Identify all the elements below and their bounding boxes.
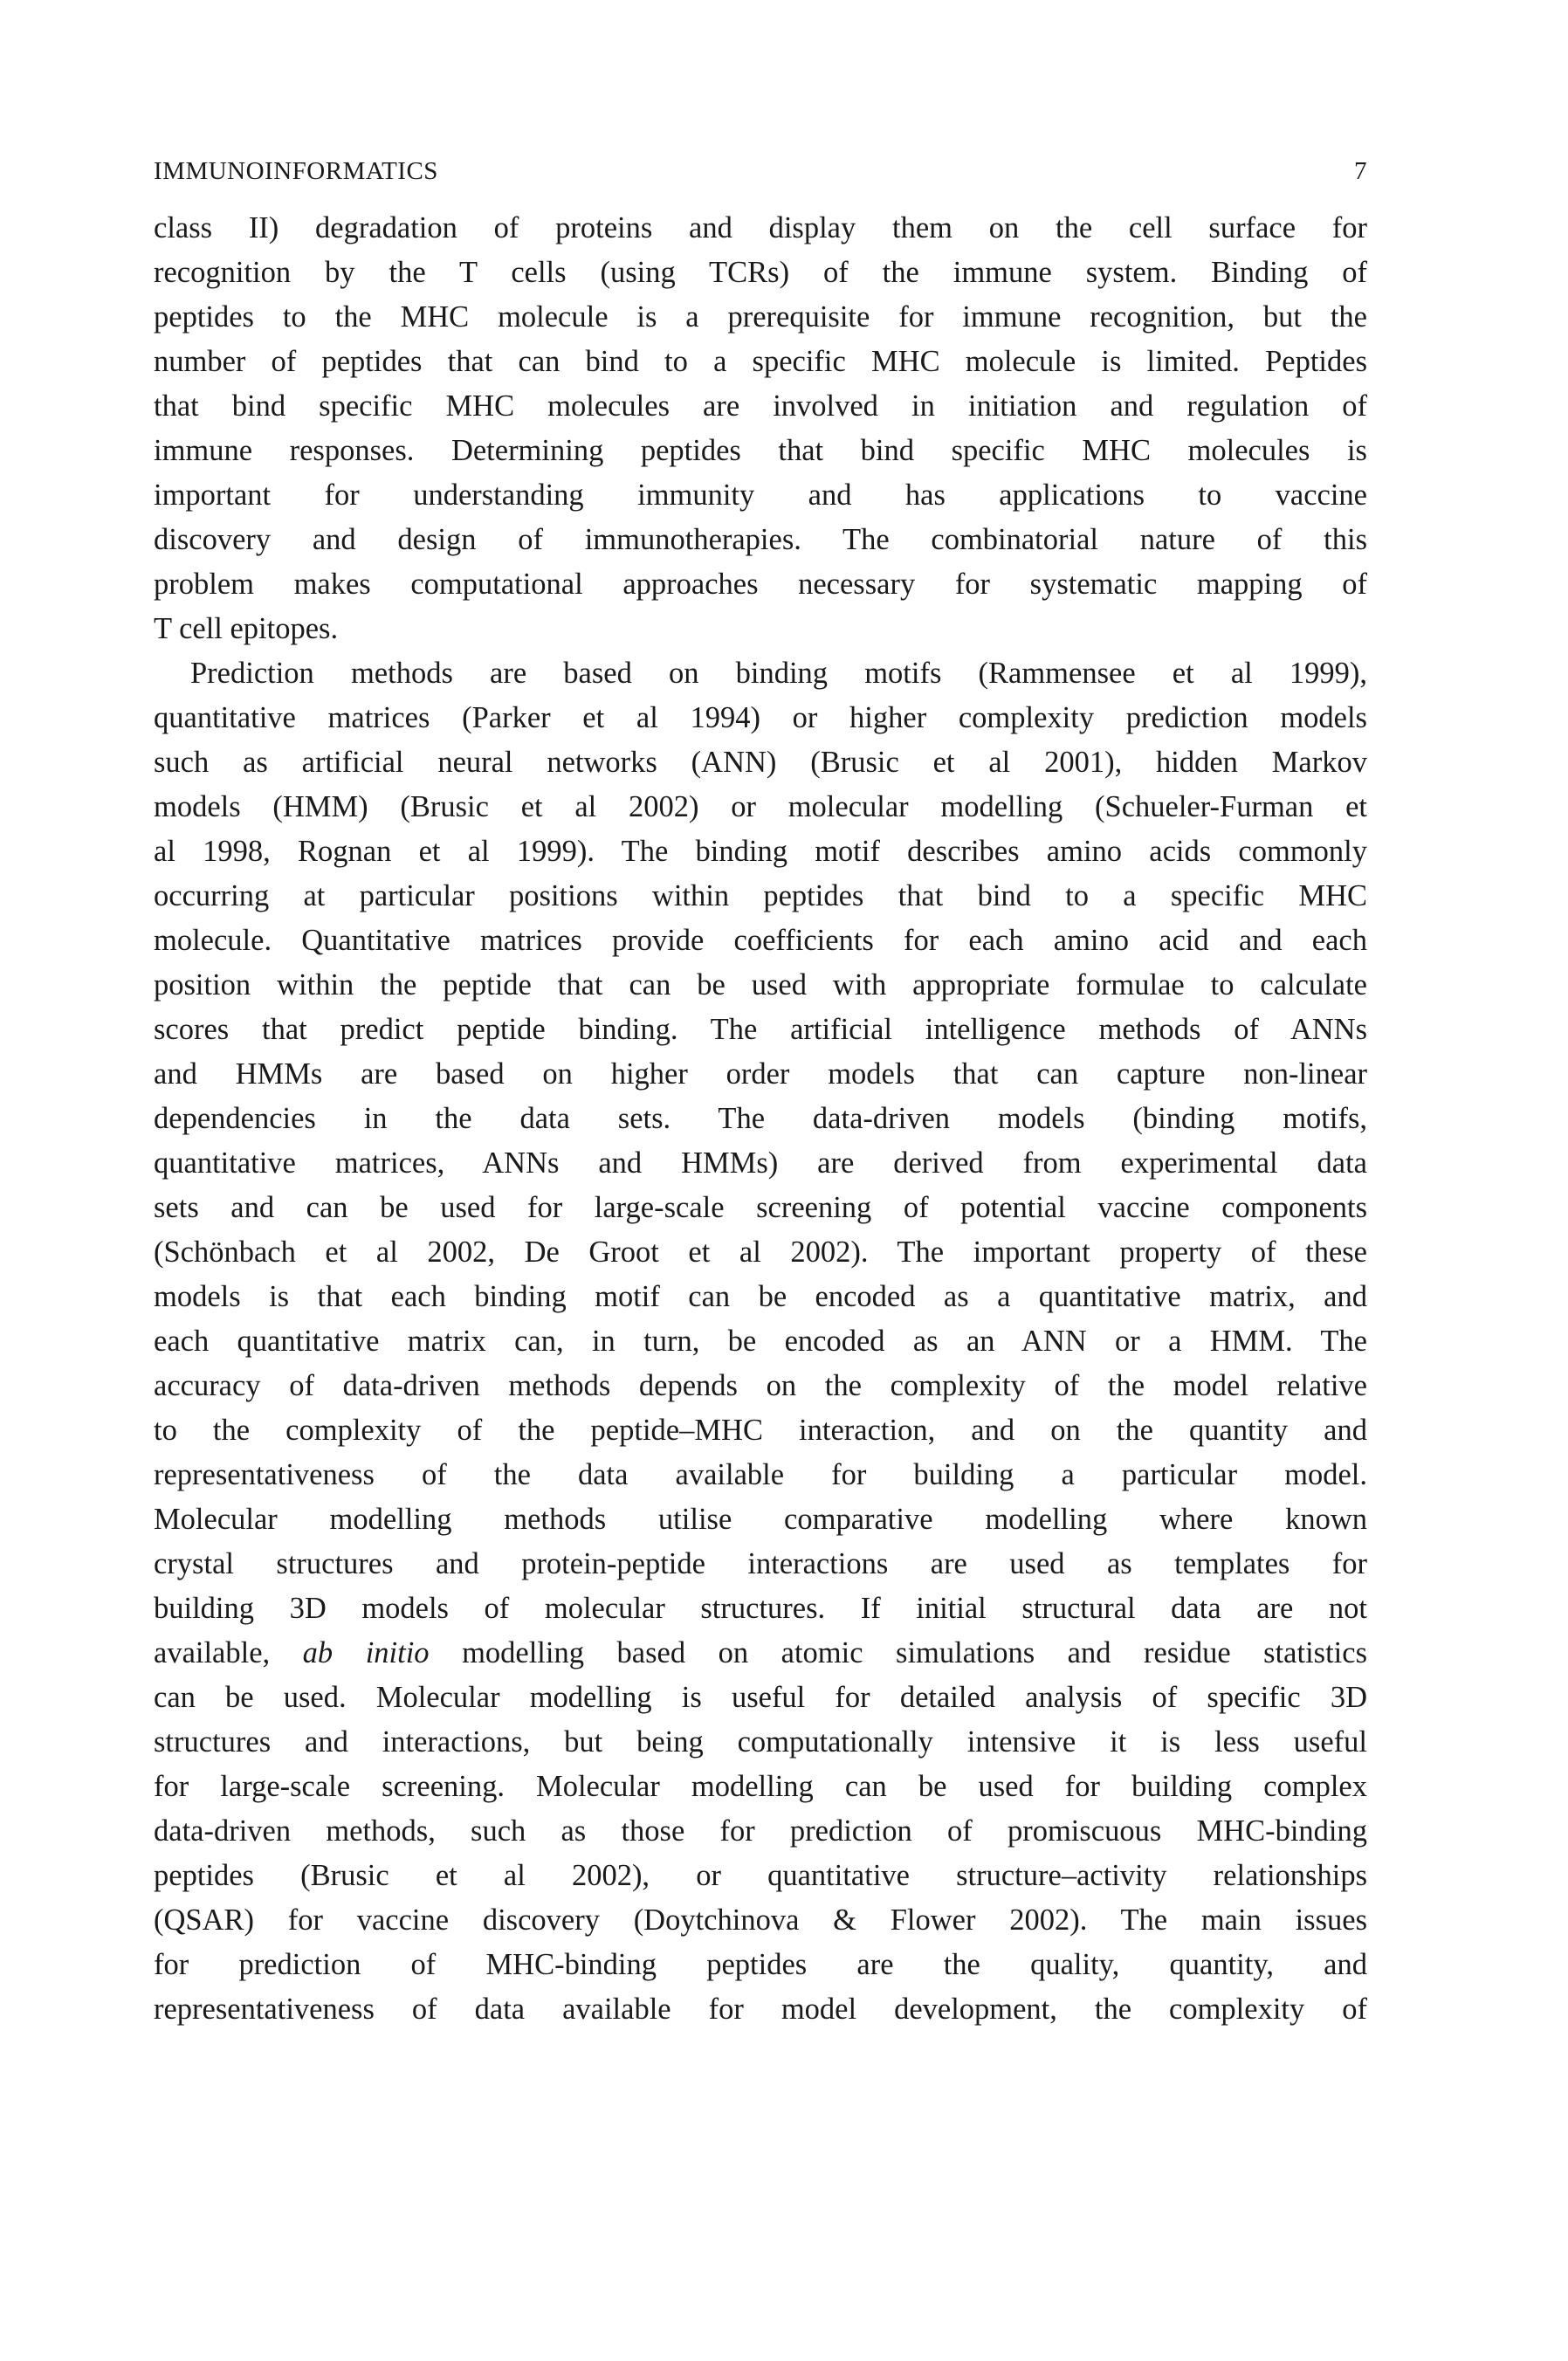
text-line: for prediction of MHC-binding peptides are the quality, quantity, and [154,1948,1367,1981]
text-line: and HMMs are based on higher order models that can capture non-linear [154,1057,1367,1091]
text-line: class II) degradation of proteins and display them on the cell surface for [154,211,1367,244]
text-line: building 3D models of molecular structures. If initial structural data are not [154,1592,1367,1625]
text-line: problem makes computational approaches necessary for systematic mapping of [154,568,1367,601]
running-title: IMMUNOINFORMATICS [154,157,438,185]
text-line: T cell epitopes. [154,612,339,645]
text-line: molecule. Quantitative matrices provide coefficients for each amino acid and each [154,924,1367,957]
text-line: accuracy of data-driven methods depends on the complexity of the model relative [154,1369,1367,1402]
text-line: al 1998, Rognan et al 1999). The binding motif describes amino acids commonly [154,835,1367,868]
italic-phrase: ab initio [302,1636,430,1669]
text-line: for large-scale screening. Molecular modelling can be used for building complex [154,1770,1367,1803]
text-line: representativeness of the data available for building a particular model. [154,1458,1367,1491]
text-line: (Schönbach et al 2002, De Groot et al 2002). The important property of these [154,1236,1367,1269]
text-line: peptides to the MHC molecule is a prerequisite for immune recognition, but the [154,300,1367,334]
text-line: Prediction methods are based on binding motifs (Rammensee et al 1999), [190,657,1367,690]
text-line: immune responses. Determining peptides that bind specific MHC molecules is [154,434,1367,467]
text-line: (QSAR) for vaccine discovery (Doytchinova & Flower 2002). The main issues [154,1903,1367,1937]
text-line: can be used. Molecular modelling is useful for detailed analysis of specific 3D [154,1681,1367,1714]
text-line: such as artificial neural networks (ANN) (Brusic et al 2001), hidden Markov [154,746,1367,779]
text-line: peptides (Brusic et al 2002), or quantitative structure–activity relationships [154,1859,1367,1892]
page-number: 7 [1354,157,1367,185]
text-line: recognition by the T cells (using TCRs) of the immune system. Binding of [154,256,1367,289]
text-line: models is that each binding motif can be encoded as a quantitative matrix, and [154,1280,1367,1313]
text-line: scores that predict peptide binding. The artificial intelligence methods of ANNs [154,1013,1367,1046]
text-line: position within the peptide that can be used with appropriate formulae to calculate [154,968,1367,1002]
text-line: occurring at particular positions within peptides that bind to a specific MHC [154,879,1367,912]
text-line: discovery and design of immunotherapies. The combinatorial nature of this [154,523,1367,556]
text-line: to the complexity of the peptide–MHC interaction, and on the quantity and [154,1414,1367,1447]
text-line: each quantitative matrix can, in turn, be encoded as an ANN or a HMM. The [154,1325,1367,1358]
text-line: quantitative matrices (Parker et al 1994) or higher complexity prediction models [154,701,1367,734]
text-line: representativeness of data available for model development, the complexity of [154,1993,1367,2026]
text-line: crystal structures and protein-peptide interactions are used as templates for [154,1547,1367,1580]
text-line: structures and interactions, but being computationally intensive it is less useful [154,1725,1367,1759]
running-head [154,157,1367,192]
text-line: available, ab initio modelling based on atomic simulations and residue statistics [154,1636,1367,1669]
body-text [154,206,1367,2032]
text-line: data-driven methods, such as those for prediction of promiscuous MHC-binding [154,1814,1367,1848]
text-line: sets and can be used for large-scale screening of potential vaccine components [154,1191,1367,1224]
text-line: models (HMM) (Brusic et al 2002) or molecular modelling (Schueler-Furman et [154,790,1367,823]
text-line: dependencies in the data sets. The data-driven models (binding motifs, [154,1102,1367,1135]
text-line: that bind specific MHC molecules are involved in initiation and regulation of [154,389,1367,423]
text-line: important for understanding immunity and has applications to vaccine [154,478,1367,512]
text-line: quantitative matrices, ANNs and HMMs) are derived from experimental data [154,1146,1367,1180]
text-line: number of peptides that can bind to a specific MHC molecule is limited. Peptides [154,345,1367,378]
paragraph [154,206,1367,651]
paragraph [154,651,1367,2032]
text-line: Molecular modelling methods utilise comparative modelling where known [154,1503,1367,1536]
